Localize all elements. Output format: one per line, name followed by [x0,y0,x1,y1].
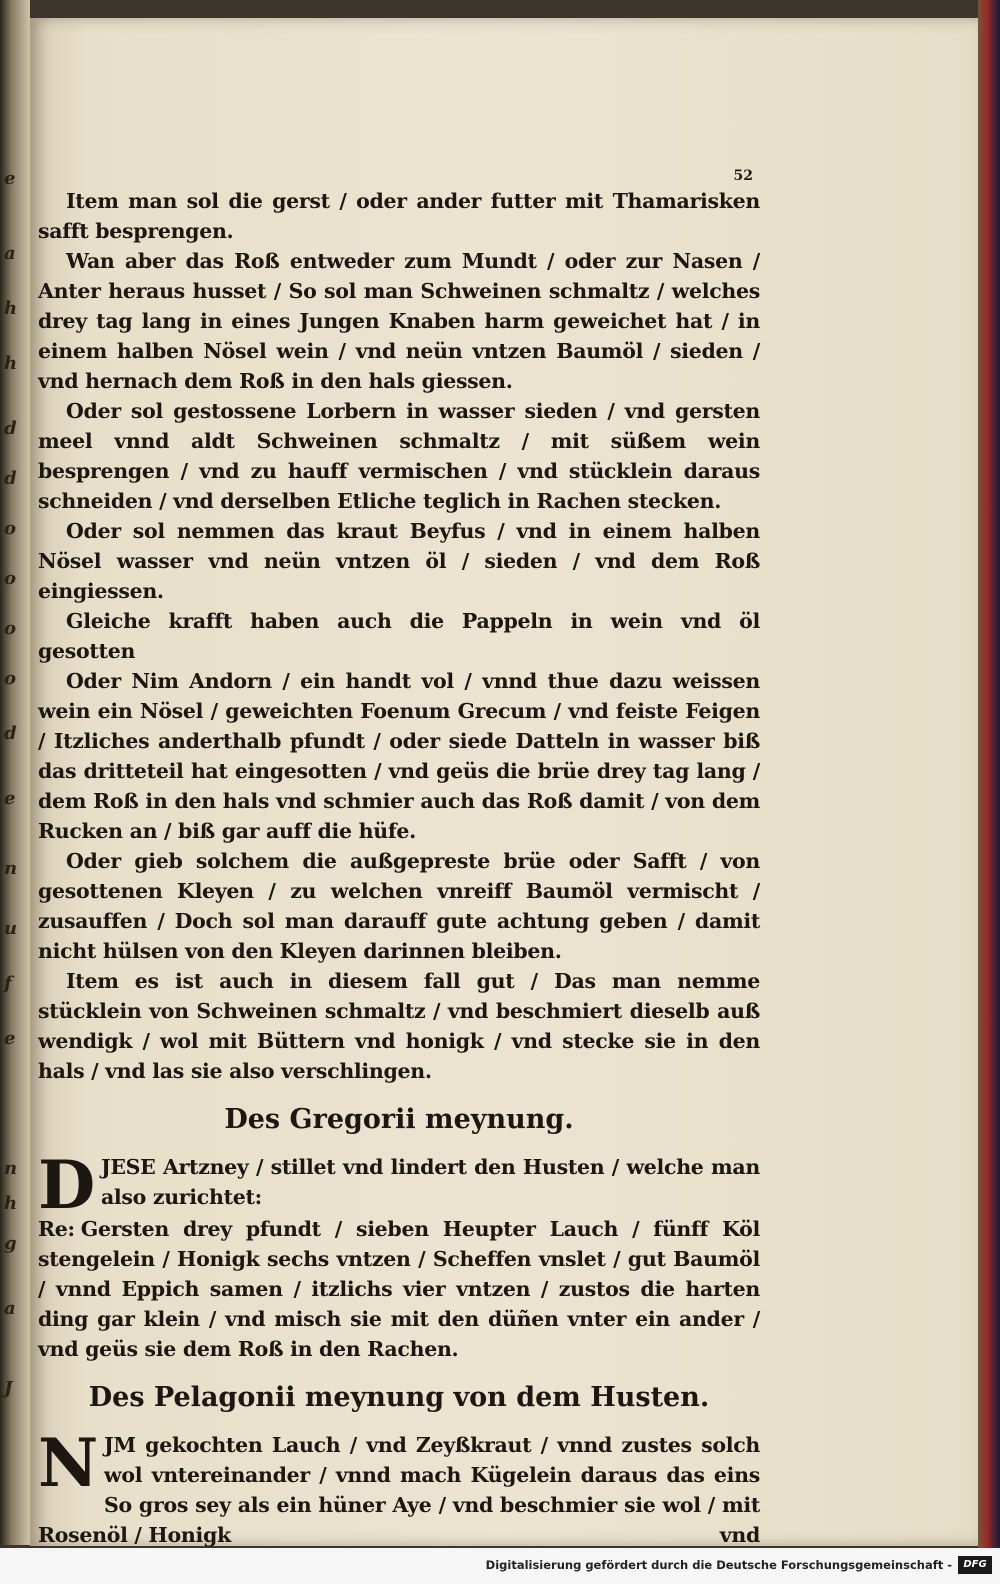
left-page-edge [0,0,30,1545]
margin-fragment: a [4,243,16,264]
catchword: vnd [719,1523,760,1547]
margin-fragment: o [4,518,17,539]
book-edge [978,0,1000,1584]
margin-fragment: o [4,618,17,639]
page-number: 52 [733,168,753,184]
section-paragraph [38,1146,760,1224]
margin-fragment: e [4,168,16,189]
paragraph: Oder sol nemmen das kraut Beyfus / vnd in einem halben Nösel wasser vnd neün vntzen öl / sieden / vnd dem Roß eingiessen. [38,519,760,603]
margin-fragment: d [4,723,17,744]
section-heading-pelagonii: Des Pelagonii meynung von dem Husten. [88,1382,710,1413]
margin-fragment: d [4,468,17,489]
margin-fragment: J [4,1378,13,1399]
paragraph: Item man sol die gerst / oder ander futter mit Thamarisken safft besprengen. [38,189,760,243]
margin-fragment: h [4,1193,18,1214]
recipe-text: Gersten drey pfundt / sieben Heupter Lauch / fünff Köl stengelein / Honigk sechs vntzen / Scheffen vnslet / gut Baumöl / vnnd Eppich samen / itzlichs vier vntzen / zustos die harten ding gar klein / vnd misch sie mit den düñen vnter ein ander / vnd geüs sie dem Roß in den Rachen. [38,1217,760,1361]
recipe-label: Re: [38,1217,75,1241]
section-paragraph [38,1424,760,1550]
margin-fragment: e [4,1028,16,1049]
footer-bar [0,1548,1000,1584]
drop-initial: N [38,1424,99,1502]
margin-fragment: g [4,1233,17,1254]
paragraph: Oder Nim Andorn / ein handt vol / vnnd thue dazu weissen wein ein Nösel / geweichten Foenum Grecum / vnd feiste Feigen / Itzliches anderthalb pfundt / oder siede Datteln in wasser biß das dritteteil hat eingesotten / vnd geüs die brüe drey tag lang / dem Roß in den hals vnd schmier auch das Roß damit / von dem Rucken an / biß gar auff die hüfe. [38,669,760,843]
paragraph: Oder sol gestossene Lorbern in wasser sieden / vnd gersten meel vnnd aldt Schweinen schmaltz / mit süßem wein besprengen / vnd zu hauff vermischen / vnd stücklein daraus schneiden / vnd derselben Etliche teglich in Rachen stecken. [38,399,760,513]
margin-fragment: h [4,353,18,374]
margin-fragment: o [4,668,17,689]
section-text: JESE Artzney / stillet vnd lindert den Husten / welche man also zurichtet: [100,1155,760,1209]
paragraph: Gleiche krafft haben auch die Pappeln in wein vnd öl gesotten [38,609,760,663]
section-text: JM gekochten Lauch / vnd Zeyßkraut / vnnd zustes solch wol vntereinander / vnnd mach Kügelein daraus das eins So gros sey als ein hüner Aye / vnd beschmier sie wol / mit Rosenöl / Honigk [38,1433,760,1547]
margin-fragment: a [4,1298,16,1319]
footer-credit: Digitalisierung gefördert durch die Deutsche Forschungsgemeinschaft - [485,1558,952,1572]
recipe-paragraph [38,1214,760,1364]
margin-fragment: n [4,858,18,879]
margin-fragment: f [4,973,12,994]
margin-fragment: n [4,1158,18,1179]
dfg-logo: DFG [958,1556,992,1574]
drop-initial: D [38,1146,95,1224]
paragraph: Oder gieb solchem die außgepreste brüe oder Safft / von gesottenen Kleyen / zu welchen vnreiff Baumöl vermischt / zusauffen / Doch sol man darauff gute achtung geben / damit nicht hülsen von den Kleyen darinnen bleiben. [38,849,760,963]
body-text [38,186,760,1550]
book-page [30,18,978,1546]
section-heading-gregorii: Des Gregorii meynung. [224,1104,574,1135]
margin-fragment: d [4,418,17,439]
margin-fragment: u [4,918,18,939]
paragraph: Item es ist auch in diesem fall gut / Das man nemme stücklein von Schweinen schmaltz / vnd beschmiert dieselb auß wendigk / wol mit Büttern vnd honigk / vnd stecke sie in den hals / vnd las sie also verschlingen. [38,969,760,1083]
margin-fragment: o [4,568,17,589]
margin-fragment: h [4,298,18,319]
margin-fragment: e [4,788,16,809]
paragraph: Wan aber das Roß entweder zum Mundt / oder zur Nasen / Anter heraus husset / So sol man Schweinen schmaltz / welches drey tag lang in eines Jungen Knaben harm geweichet hat / in einem halben Nösel wein / vnd neün vntzen Baumöl / sieden / vnd hernach dem Roß in den hals giessen. [38,249,760,393]
